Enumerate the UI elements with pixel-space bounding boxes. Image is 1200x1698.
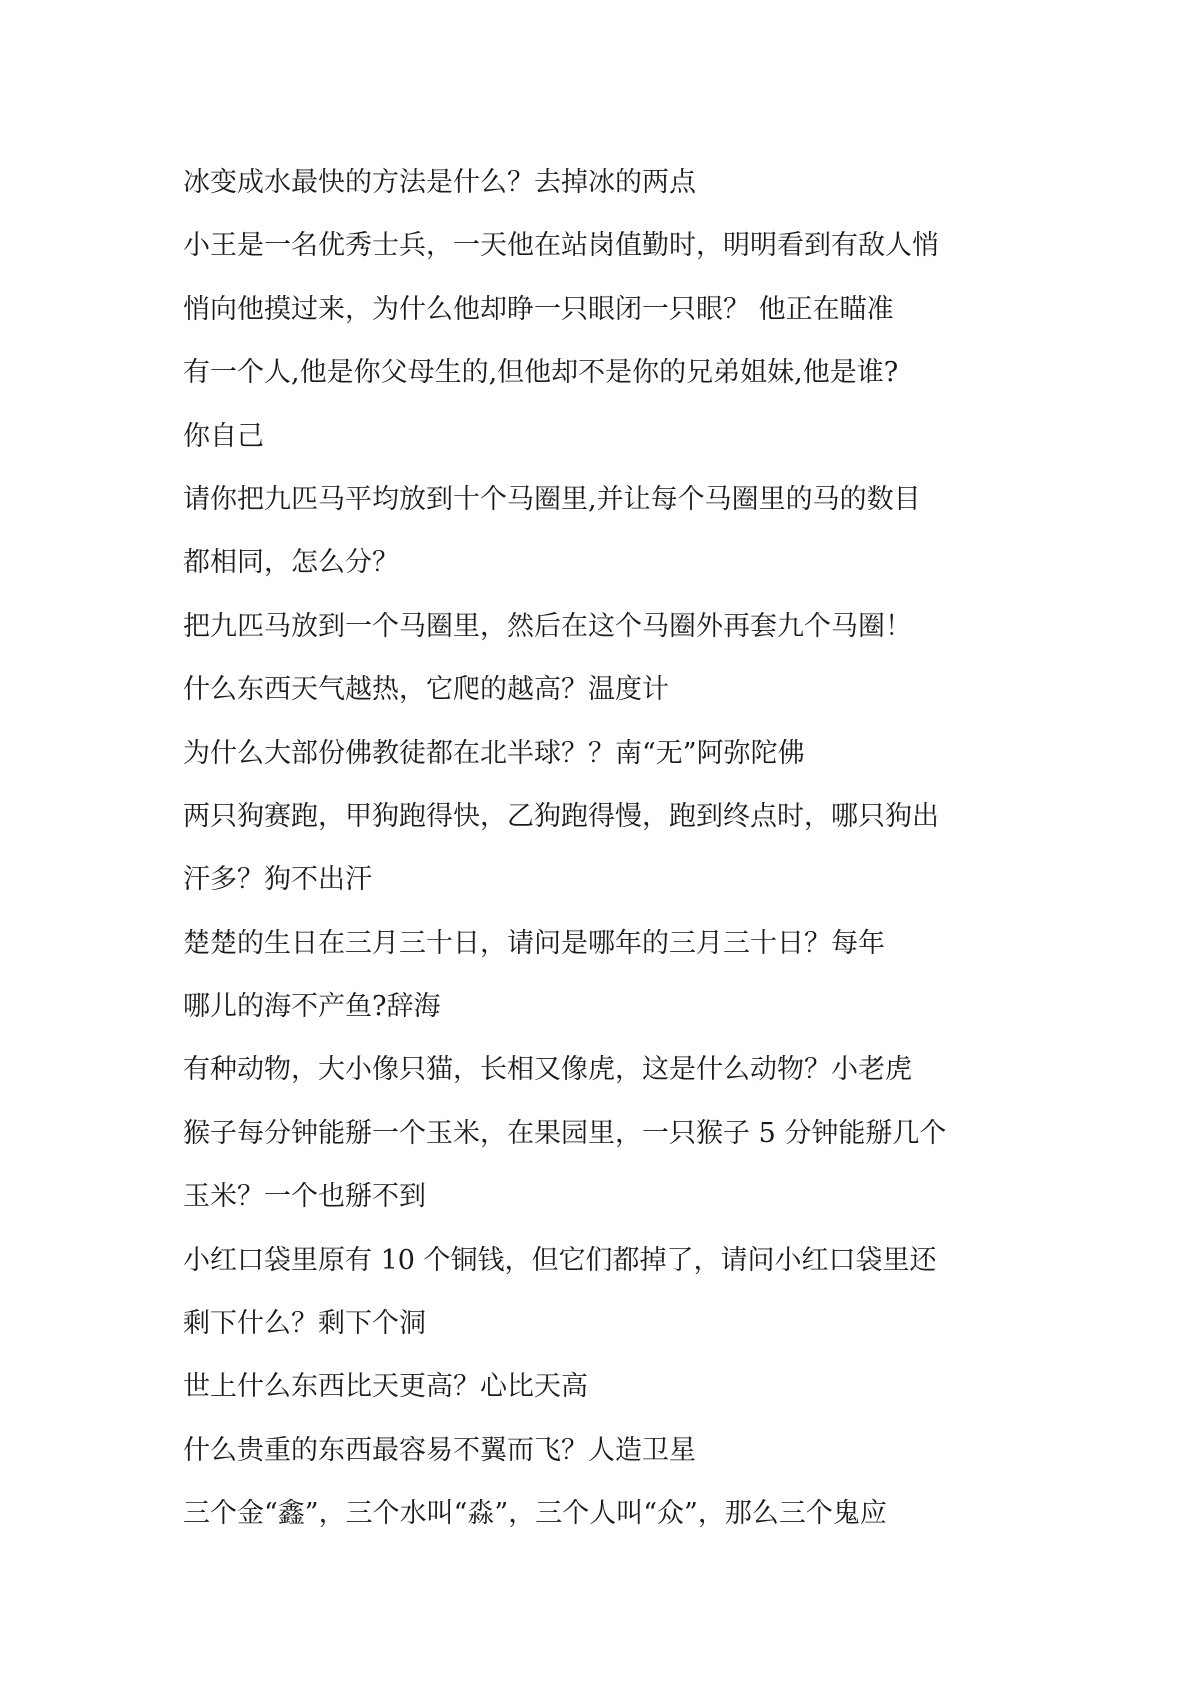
text-line-6: 请你把九匹马平均放到十个马圈里,并让每个马圈里的马的数目 xyxy=(183,483,921,515)
text-line-17: 玉米？一个也掰不到 xyxy=(183,1181,426,1213)
text-line-16: 猴子每分钟能掰一个玉米，在果园里，一只猴子 5 分钟能掰几个 xyxy=(183,1117,947,1149)
text-line-5: 你自己 xyxy=(183,420,264,452)
text-line-11: 两只狗赛跑，甲狗跑得快，乙狗跑得慢，跑到终点时，哪只狗出 xyxy=(183,800,939,832)
text-line-10: 为什么大部份佛教徒都在北半球？？南“无”阿弥陀佛 xyxy=(183,737,805,769)
text-line-13: 楚楚的生日在三月三十日，请问是哪年的三月三十日？每年 xyxy=(183,927,885,959)
text-line-7: 都相同，怎么分？ xyxy=(183,547,399,579)
text-line-22: 三个金“鑫”，三个水叫“淼”，三个人叫“众”，那么三个鬼应 xyxy=(183,1498,887,1530)
riddle-text-block xyxy=(183,151,1043,1546)
text-line-20: 世上什么东西比天更高？心比天高 xyxy=(183,1371,588,1403)
text-line-18: 小红口袋里原有 10 个铜钱，但它们都掉了，请问小红口袋里还 xyxy=(183,1244,937,1276)
text-line-19: 剩下什么？剩下个洞 xyxy=(183,1308,426,1340)
text-line-9: 什么东西天气越热，它爬的越高？温度计 xyxy=(183,674,669,706)
text-line-3: 悄向他摸过来，为什么他却睁一只眼闭一只眼？ 他正在瞄准 xyxy=(183,293,894,325)
text-line-2: 小王是一名优秀士兵，一天他在站岗值勤时，明明看到有敌人悄 xyxy=(183,230,939,262)
text-line-14: 哪儿的海不产鱼?辞海 xyxy=(183,991,441,1023)
text-line-12: 汗多？狗不出汗 xyxy=(183,864,372,896)
text-line-8: 把九匹马放到一个马圈里，然后在这个马圈外再套九个马圈！ xyxy=(183,610,912,642)
text-line-15: 有种动物，大小像只猫，长相又像虎，这是什么动物？小老虎 xyxy=(183,1054,912,1086)
text-line-1: 冰变成水最快的方法是什么？去掉冰的两点 xyxy=(183,167,696,198)
text-line-4: 有一个人,他是你父母生的,但他却不是你的兄弟姐妹,他是谁? xyxy=(183,357,899,389)
text-line-21: 什么贵重的东西最容易不翼而飞？人造卫星 xyxy=(183,1434,696,1466)
